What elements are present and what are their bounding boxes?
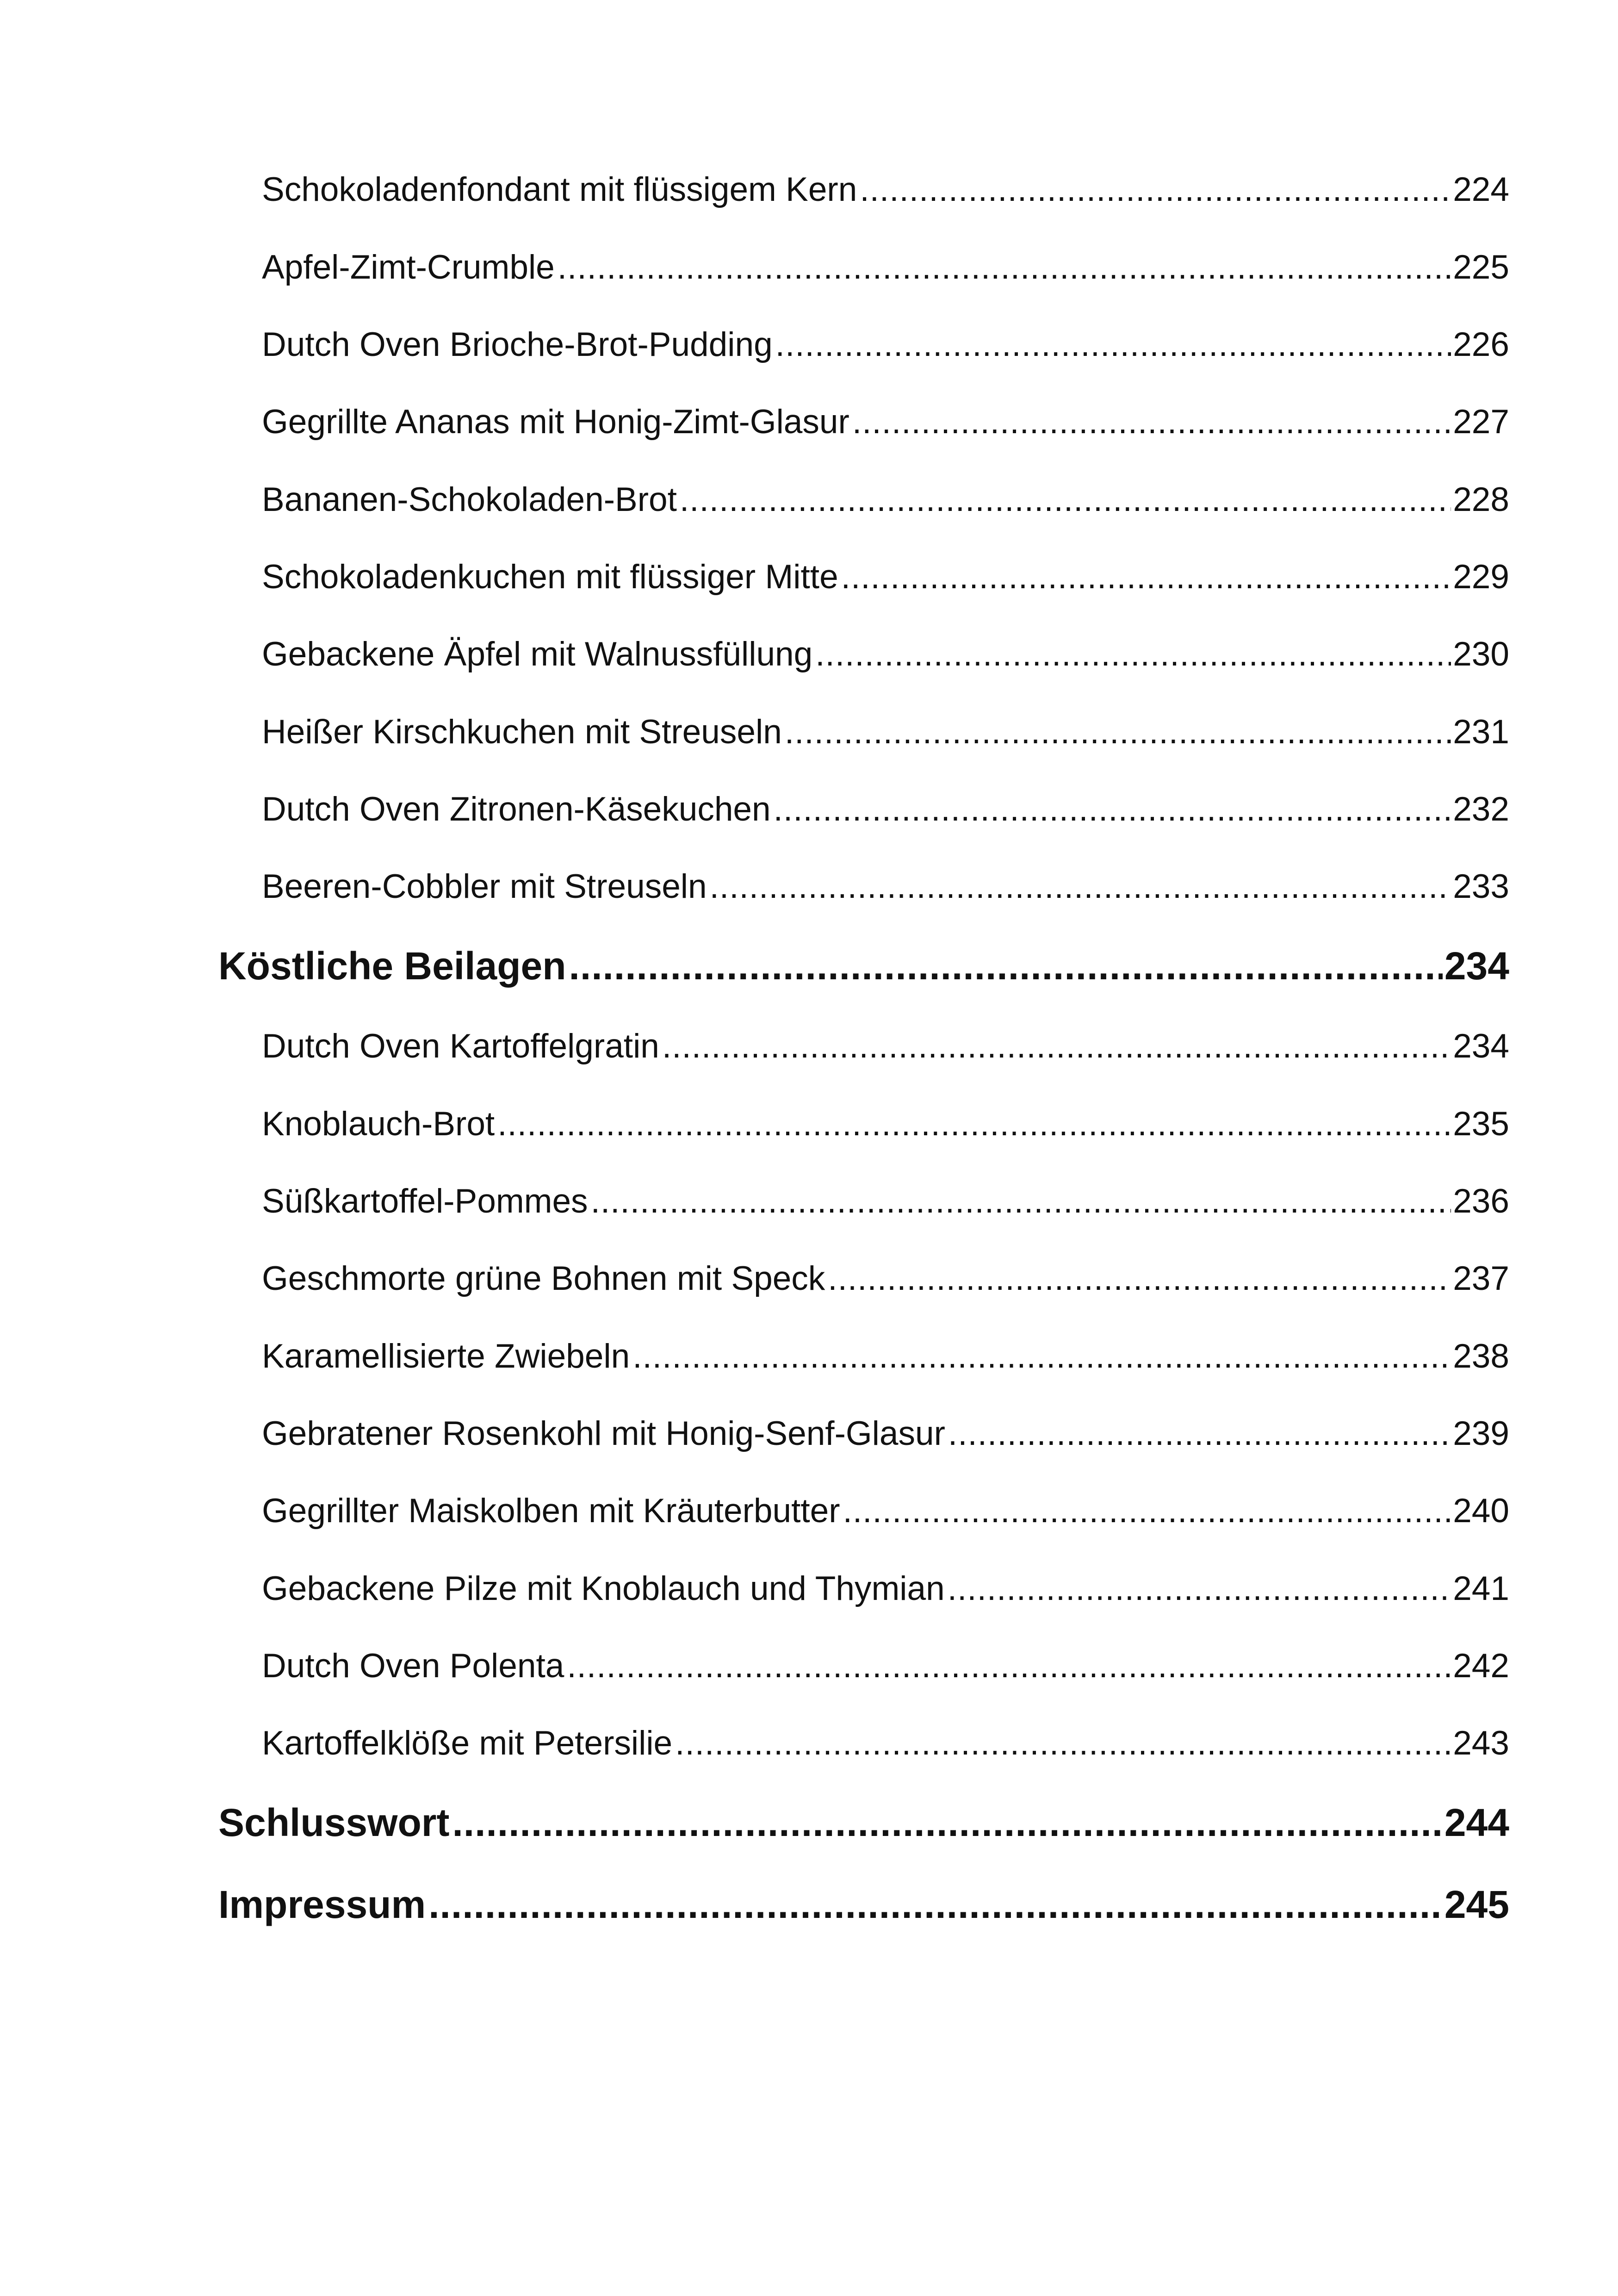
toc-entry[interactable]: [262, 1720, 1509, 1767]
toc-entry-page: 239: [1453, 1415, 1509, 1452]
toc-entry-page: 232: [1453, 790, 1509, 828]
dot-leader: [860, 167, 1451, 213]
toc-entry-page: 229: [1453, 558, 1509, 596]
toc-entry-page: 243: [1453, 1724, 1509, 1762]
toc-entry-page: 236: [1453, 1182, 1509, 1220]
dot-leader: [558, 244, 1451, 291]
dot-leader: [852, 399, 1451, 445]
dot-leader: [948, 1566, 1451, 1612]
toc-entry-title: Bananen-Schokoladen-Brot: [262, 481, 677, 518]
dot-leader: [662, 1023, 1451, 1070]
toc-entry-title: Apfel-Zimt-Crumble: [262, 249, 555, 286]
toc-chapter-title: Impressum: [218, 1883, 426, 1926]
toc-chapter-title: Köstliche Beilagen: [218, 944, 566, 988]
toc-entry-title: Gegrillter Maiskolben mit Kräuterbutter: [262, 1492, 840, 1530]
toc-entry-title: Süßkartoffel-Pommes: [262, 1182, 588, 1220]
toc-entry-page: 237: [1453, 1260, 1509, 1297]
toc-entry[interactable]: [262, 1488, 1509, 1534]
dot-leader: [948, 1411, 1451, 1457]
toc-entry-title: Knoblauch-Brot: [262, 1105, 495, 1143]
toc-chapter-title: Schlusswort: [218, 1801, 450, 1844]
toc-entry-page: 224: [1453, 171, 1509, 208]
toc-entry-page: 238: [1453, 1338, 1509, 1375]
toc-entry-page: 235: [1453, 1105, 1509, 1143]
toc-entry[interactable]: [262, 709, 1509, 755]
toc-entry[interactable]: [262, 1333, 1509, 1380]
dot-leader: [785, 709, 1451, 755]
toc-entry-page: 241: [1453, 1570, 1509, 1607]
dot-leader: [591, 1178, 1451, 1225]
dot-leader: [843, 1488, 1451, 1534]
toc-entry[interactable]: [262, 1411, 1509, 1457]
toc-chapter-page: 245: [1444, 1883, 1509, 1926]
dot-leader: [841, 554, 1451, 600]
dot-leader: [815, 631, 1451, 678]
toc-entry-title: Geschmorte grüne Bohnen mit Speck: [262, 1260, 825, 1297]
toc-entry[interactable]: [262, 554, 1509, 600]
toc-entry[interactable]: [262, 1566, 1509, 1612]
toc-entry[interactable]: [262, 1023, 1509, 1070]
toc-entry-page: 227: [1453, 403, 1509, 441]
dot-leader: [680, 477, 1451, 523]
dot-leader: [569, 940, 1443, 991]
toc-entry-title: Dutch Oven Zitronen-Käsekuchen: [262, 790, 771, 828]
toc-entry[interactable]: [262, 631, 1509, 678]
toc-chapter-page: 244: [1444, 1801, 1509, 1844]
toc-entry-title: Schokoladenkuchen mit flüssiger Mitte: [262, 558, 838, 596]
toc-entry-page: 240: [1453, 1492, 1509, 1530]
toc-entry-page: 233: [1453, 868, 1509, 905]
toc-entry-title: Gegrillte Ananas mit Honig-Zimt-Glasur: [262, 403, 849, 441]
toc-entry[interactable]: [262, 167, 1509, 213]
toc-chapter[interactable]: [218, 1879, 1509, 1930]
toc-entry-page: 228: [1453, 481, 1509, 518]
toc-entry-title: Beeren-Cobbler mit Streuseln: [262, 868, 707, 905]
dot-leader: [632, 1333, 1451, 1380]
toc-entry-title: Kartoffelklöße mit Petersilie: [262, 1724, 673, 1762]
toc-entry-title: Gebackene Äpfel mit Walnussfüllung: [262, 635, 813, 673]
dot-leader: [567, 1643, 1451, 1689]
toc-entry-title: Dutch Oven Polenta: [262, 1647, 564, 1685]
dot-leader: [497, 1101, 1451, 1147]
toc-entry-page: 231: [1453, 713, 1509, 751]
dot-leader: [774, 786, 1451, 833]
toc-entry-title: Gebratener Rosenkohl mit Honig-Senf-Glasur: [262, 1415, 945, 1452]
toc-entry[interactable]: [262, 1101, 1509, 1147]
toc-entry-page: 234: [1453, 1027, 1509, 1065]
toc-entry-title: Dutch Oven Kartoffelgratin: [262, 1027, 659, 1065]
toc-entry-title: Gebackene Pilze mit Knoblauch und Thymian: [262, 1570, 945, 1607]
toc-chapter-page: 234: [1444, 944, 1509, 988]
toc-entry[interactable]: [262, 244, 1509, 291]
toc-entry-page: 230: [1453, 635, 1509, 673]
toc-entry-title: Heißer Kirschkuchen mit Streuseln: [262, 713, 782, 751]
toc-entry-title: Schokoladenfondant mit flüssigem Kern: [262, 171, 857, 208]
toc-entry[interactable]: [262, 1256, 1509, 1302]
toc-entry[interactable]: [262, 1643, 1509, 1689]
toc-entry[interactable]: [262, 786, 1509, 833]
dot-leader: [775, 322, 1451, 368]
toc-entry-title: Dutch Oven Brioche-Brot-Pudding: [262, 326, 773, 363]
toc-entry-page: 226: [1453, 326, 1509, 363]
toc-entry[interactable]: [262, 322, 1509, 368]
dot-leader: [452, 1797, 1442, 1848]
toc-entry[interactable]: [262, 864, 1509, 910]
dot-leader: [710, 864, 1451, 910]
toc-entry-title: Karamellisierte Zwiebeln: [262, 1338, 630, 1375]
toc-entry-page: 242: [1453, 1647, 1509, 1685]
toc-chapter[interactable]: [218, 940, 1509, 991]
dot-leader: [675, 1720, 1451, 1767]
dot-leader: [828, 1256, 1451, 1302]
toc-entry[interactable]: [262, 477, 1509, 523]
dot-leader: [428, 1879, 1443, 1930]
toc-entry[interactable]: [262, 1178, 1509, 1225]
toc-entry[interactable]: [262, 399, 1509, 445]
toc-chapter[interactable]: [218, 1797, 1509, 1848]
toc-entry-page: 225: [1453, 249, 1509, 286]
